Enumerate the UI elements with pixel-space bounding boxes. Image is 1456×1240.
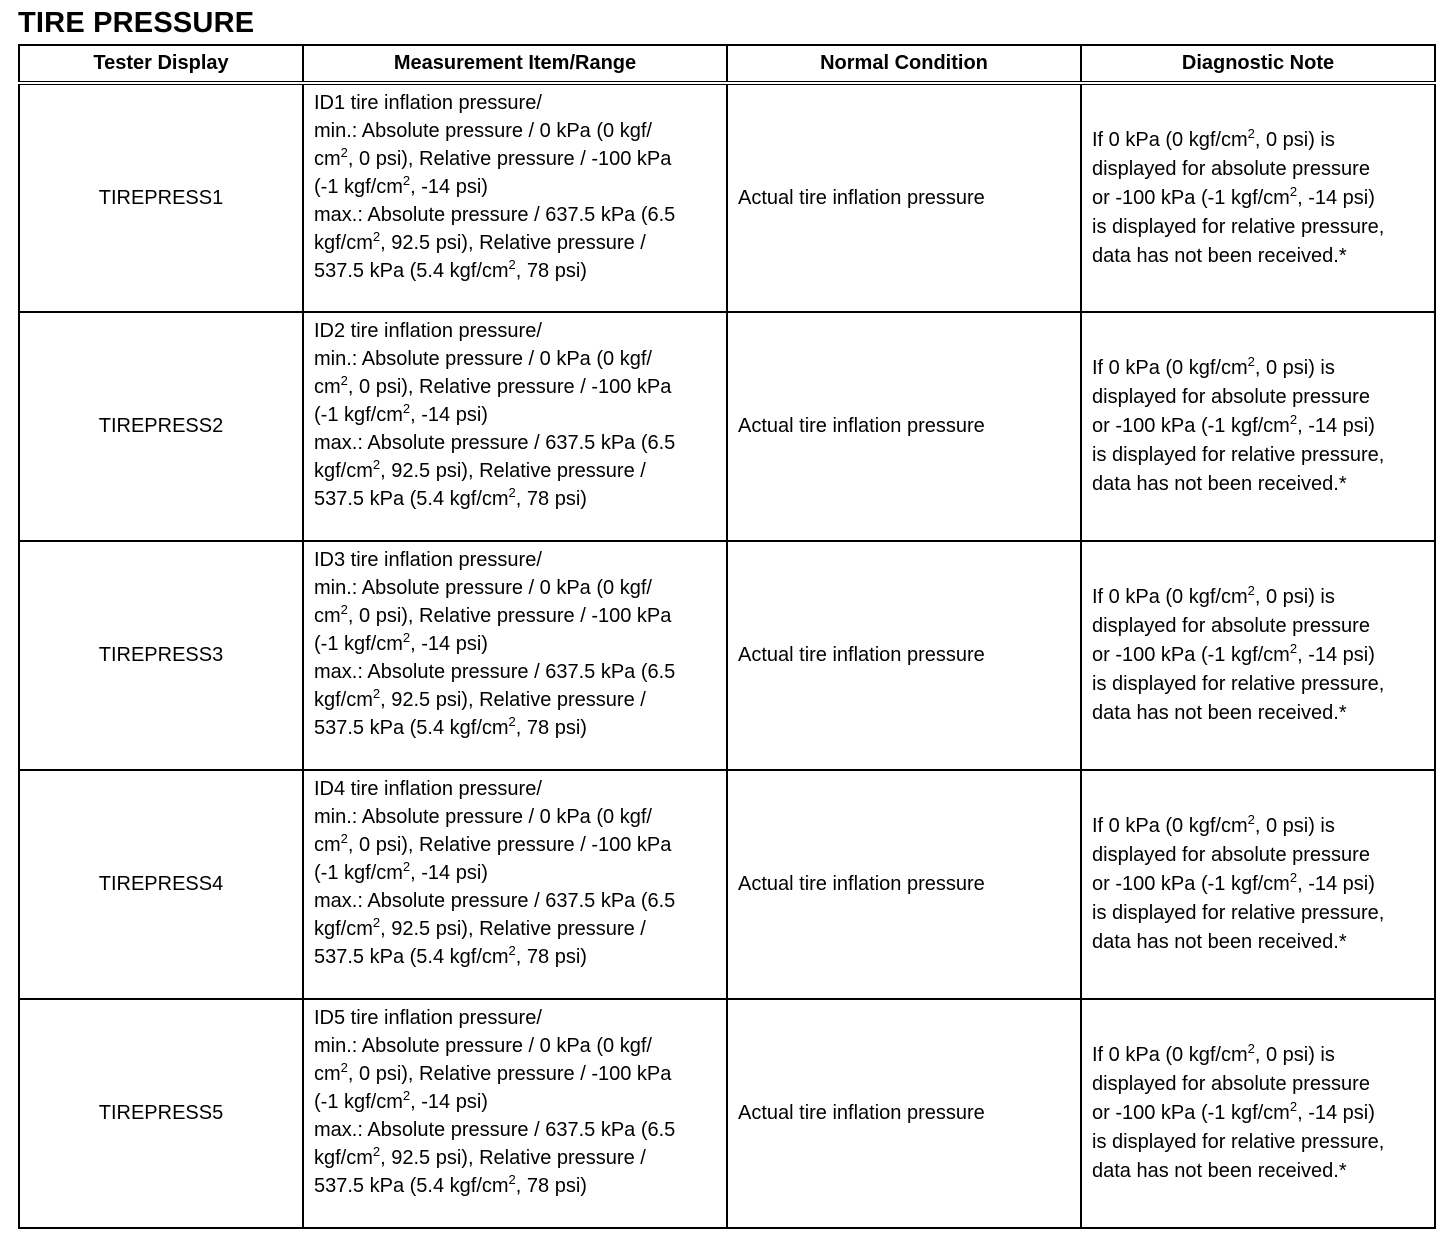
range-title: ID1 tire inflation pressure/ bbox=[314, 92, 542, 114]
note-line-4: is displayed for relative pressure, bbox=[1092, 444, 1385, 466]
table-header-row bbox=[19, 45, 1435, 83]
range-min-relative: (-1 kgf/$cm^2$, -14 psi) bbox=[314, 859, 488, 884]
note-line-1: If 0 kPa (0 kgf/$cm^2$, 0 psi) is bbox=[1092, 125, 1335, 151]
note-line-3: or -100 kPa (-1 kgf/$cm^2$, -14 psi) bbox=[1092, 870, 1375, 895]
page-title: TIRE PRESSURE bbox=[18, 7, 255, 39]
table-row bbox=[19, 770, 1435, 999]
note-line-5: data has not been received.* bbox=[1092, 244, 1347, 267]
note-line-5: data has not been received.* bbox=[1092, 931, 1347, 953]
note-line-5: data has not been received.* bbox=[1092, 473, 1347, 495]
note-line-5: data has not been received.* bbox=[1092, 702, 1347, 724]
tester-display-cell: TIREPRESS5 bbox=[19, 999, 303, 1228]
normal-condition-cell: Actual tire inflation pressure bbox=[727, 541, 1081, 770]
note-line-2: displayed for absolute pressure bbox=[1092, 615, 1370, 637]
range-min-line: min.: Absolute pressure / 0 kPa (0 kgf/ bbox=[314, 348, 652, 370]
range-max-line: max.: Absolute pressure / 637.5 kPa (6.5 bbox=[314, 661, 676, 683]
range-max-line: max.: Absolute pressure / 637.5 kPa (6.5 bbox=[314, 890, 676, 912]
note-line-3: or -100 kPa (-1 kgf/$cm^2$, -14 psi) bbox=[1092, 641, 1375, 666]
table-body bbox=[19, 83, 1435, 1228]
note-line-4: is displayed for relative pressure, bbox=[1092, 673, 1385, 695]
range-min-cont: $cm^2$, 0 psi), Relative pressure / -100 kPa bbox=[314, 145, 672, 170]
tester-display-cell: TIREPRESS3 bbox=[19, 541, 303, 770]
range-title: ID5 tire inflation pressure/ bbox=[314, 1007, 542, 1029]
note-line-2: displayed for absolute pressure bbox=[1092, 386, 1370, 408]
range-max-relative: 537.5 kPa (5.4 kgf/$cm^2$, 78 psi) bbox=[314, 714, 587, 739]
range-max-relative: 537.5 kPa (5.4 kgf/$cm^2$, 78 psi) bbox=[314, 1172, 587, 1197]
normal-condition-cell: Actual tire inflation pressure bbox=[727, 83, 1081, 312]
measurement-range-cell bbox=[303, 312, 727, 541]
range-title: ID3 tire inflation pressure/ bbox=[314, 549, 542, 571]
normal-condition-cell: Actual tire inflation pressure bbox=[727, 770, 1081, 999]
tester-display-cell: TIREPRESS2 bbox=[19, 312, 303, 541]
range-title: ID2 tire inflation pressure/ bbox=[314, 320, 542, 342]
range-min-relative: (-1 kgf/$cm^2$, -14 psi) bbox=[314, 173, 488, 198]
normal-condition-cell: Actual tire inflation pressure bbox=[727, 999, 1081, 1228]
measurement-range-cell bbox=[303, 770, 727, 999]
header-diagnostic-note: Diagnostic Note bbox=[1081, 45, 1435, 83]
range-min-cont: $cm^2$, 0 psi), Relative pressure / -100 kPa bbox=[314, 1060, 672, 1085]
note-line-2: displayed for absolute pressure bbox=[1092, 157, 1370, 180]
diagnostic-note-cell bbox=[1081, 770, 1435, 999]
note-line-4: is displayed for relative pressure, bbox=[1092, 1131, 1385, 1153]
header-measurement-item-range: Measurement Item/Range bbox=[303, 45, 727, 83]
range-max-line: max.: Absolute pressure / 637.5 kPa (6.5 bbox=[314, 204, 676, 226]
tester-display-cell: TIREPRESS4 bbox=[19, 770, 303, 999]
note-line-3: or -100 kPa (-1 kgf/$cm^2$, -14 psi) bbox=[1092, 183, 1375, 209]
range-max-relative: 537.5 kPa (5.4 kgf/$cm^2$, 78 psi) bbox=[314, 485, 587, 510]
diagnostic-note-cell bbox=[1081, 541, 1435, 770]
range-max-cont: kgf/$cm^2$, 92.5 psi), Relative pressure / bbox=[314, 1144, 646, 1169]
range-min-cont: $cm^2$, 0 psi), Relative pressure / -100 kPa bbox=[314, 373, 672, 398]
measurement-range-cell bbox=[303, 83, 727, 312]
range-max-relative: 537.5 kPa (5.4 kgf/$cm^2$, 78 psi) bbox=[314, 257, 587, 282]
range-min-relative: (-1 kgf/$cm^2$, -14 psi) bbox=[314, 401, 488, 426]
range-max-cont: kgf/$cm^2$, 92.5 psi), Relative pressure / bbox=[314, 915, 646, 940]
note-line-1: If 0 kPa (0 kgf/$cm^2$, 0 psi) is bbox=[1092, 354, 1335, 379]
range-max-line: max.: Absolute pressure / 637.5 kPa (6.5 bbox=[314, 1119, 676, 1141]
diagnostic-note-cell bbox=[1081, 999, 1435, 1228]
range-max-relative: 537.5 kPa (5.4 kgf/$cm^2$, 78 psi) bbox=[314, 943, 587, 968]
header-tester-display: Tester Display bbox=[19, 45, 303, 83]
measurement-range-cell bbox=[303, 999, 727, 1228]
table-row bbox=[19, 541, 1435, 770]
note-line-2: displayed for absolute pressure bbox=[1092, 1073, 1370, 1095]
range-min-line: min.: Absolute pressure / 0 kPa (0 kgf/ bbox=[314, 1035, 652, 1057]
diagnostic-note-cell bbox=[1081, 312, 1435, 541]
note-line-2: displayed for absolute pressure bbox=[1092, 844, 1370, 866]
table-row bbox=[19, 999, 1435, 1228]
diagnostic-note-cell bbox=[1081, 83, 1435, 312]
measurement-range-cell bbox=[303, 541, 727, 770]
tester-display-cell: TIREPRESS1 bbox=[19, 83, 303, 312]
note-line-1: If 0 kPa (0 kgf/$cm^2$, 0 psi) is bbox=[1092, 583, 1335, 608]
note-line-4: is displayed for relative pressure, bbox=[1092, 902, 1385, 924]
range-max-line: max.: Absolute pressure / 637.5 kPa (6.5 bbox=[314, 432, 676, 454]
note-line-1: If 0 kPa (0 kgf/$cm^2$, 0 psi) is bbox=[1092, 1041, 1335, 1066]
range-min-relative: (-1 kgf/$cm^2$, -14 psi) bbox=[314, 630, 488, 655]
normal-condition-cell: Actual tire inflation pressure bbox=[727, 312, 1081, 541]
range-title: ID4 tire inflation pressure/ bbox=[314, 778, 542, 800]
range-min-relative: (-1 kgf/$cm^2$, -14 psi) bbox=[314, 1088, 488, 1113]
note-line-4: is displayed for relative pressure, bbox=[1092, 215, 1385, 238]
range-min-cont: $cm^2$, 0 psi), Relative pressure / -100 kPa bbox=[314, 831, 672, 856]
header-normal-condition: Normal Condition bbox=[727, 45, 1081, 83]
range-max-cont: kgf/$cm^2$, 92.5 psi), Relative pressure / bbox=[314, 229, 646, 254]
note-line-5: data has not been received.* bbox=[1092, 1160, 1347, 1182]
range-min-cont: $cm^2$, 0 psi), Relative pressure / -100 kPa bbox=[314, 602, 672, 627]
table-row bbox=[19, 312, 1435, 541]
note-line-3: or -100 kPa (-1 kgf/$cm^2$, -14 psi) bbox=[1092, 412, 1375, 437]
tire-pressure-table bbox=[18, 44, 1436, 1229]
range-min-line: min.: Absolute pressure / 0 kPa (0 kgf/ bbox=[314, 806, 652, 828]
range-max-cont: kgf/$cm^2$, 92.5 psi), Relative pressure / bbox=[314, 686, 646, 711]
range-min-line: min.: Absolute pressure / 0 kPa (0 kgf/ bbox=[314, 577, 652, 599]
note-line-3: or -100 kPa (-1 kgf/$cm^2$, -14 psi) bbox=[1092, 1099, 1375, 1124]
range-max-cont: kgf/$cm^2$, 92.5 psi), Relative pressure / bbox=[314, 457, 646, 482]
note-line-1: If 0 kPa (0 kgf/$cm^2$, 0 psi) is bbox=[1092, 812, 1335, 837]
table-row bbox=[19, 83, 1435, 312]
range-min-line: min.: Absolute pressure / 0 kPa (0 kgf/ bbox=[314, 120, 652, 142]
